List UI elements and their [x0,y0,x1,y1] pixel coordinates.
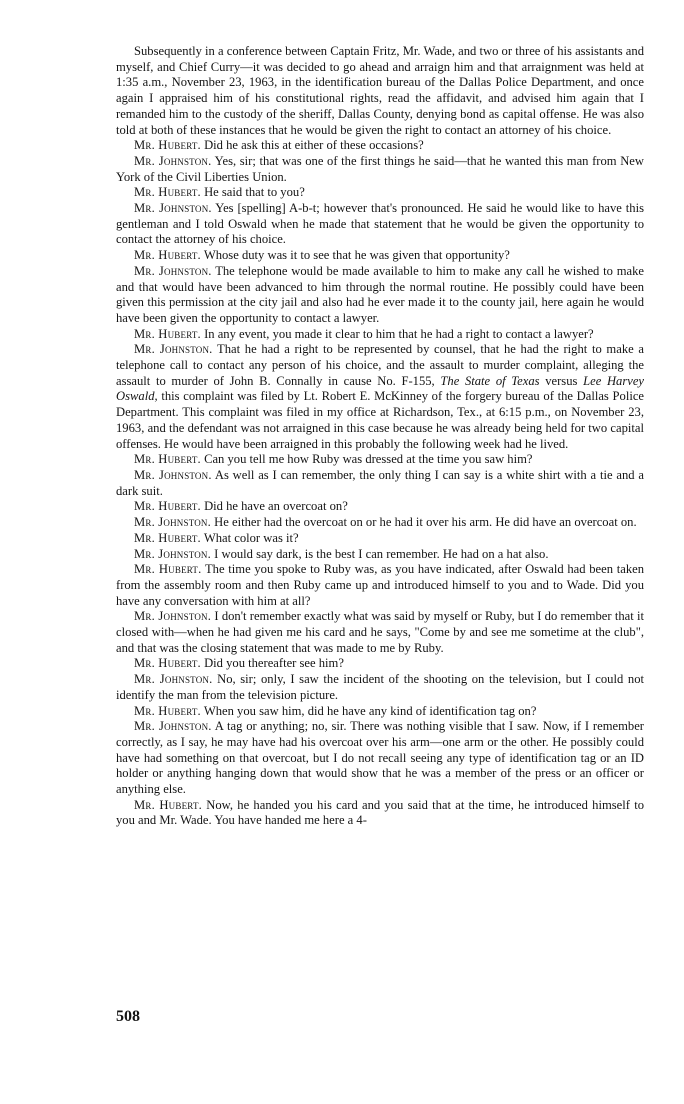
speaker-label: Mr. Johnston. [134,263,212,278]
speaker-label: Mr. Johnston. [134,342,213,357]
speaker-label: Mr. Johnston. [134,201,212,216]
case-name-italic: The State of Texas [440,373,540,388]
speaker-label: Mr. Johnston. [134,153,212,168]
speaker-label: Mr. Hubert. [134,703,201,718]
paragraph-text: Subsequently in a conference between Captain Fritz, Mr. Wade, and two or three of his assistants and myself, and Chief Curry—it was decided to go ahead and arraign him and that arraignment was held at 1:35 a.m., November 23, 1963, in the identification bureau of the Dallas Police Department, and once again I appraised him of his constitutional rights, read the affidavit, and advised him again that I remanded him to the custody of the sheriff, Dallas County, denying bond as capital offense. He was also told at both of these instances that he would be given the right to contact an attorney of his choice. [116,44,644,137]
paragraph-text: Did you thereafter see him? [204,656,344,671]
speaker-label: Mr. Johnston. [134,719,212,734]
speaker-label: Mr. Hubert. [134,185,201,200]
speaker-label: Mr. Hubert. [134,656,201,671]
speaker-label: Mr. Johnston. [134,672,213,687]
speaker-label: Mr. Hubert. [134,797,202,812]
paragraph [116,452,644,468]
paragraph [116,44,644,138]
paragraph [116,798,644,829]
speaker-label: Mr. Hubert. [134,452,201,467]
paragraph-text: Whose duty was it to see that he was given that opportunity? [203,248,510,263]
paragraph [116,185,644,201]
paragraph [116,672,644,703]
paragraph-text: What color was it? [203,530,299,545]
paragraph-text: The telephone would be made available to him to make any call he wished to make and that would have been advanced to him through the normal routine. He possibly could have been given this permission at the city jail and also had he ever made it to the county jail, here again he would have been given the opportunity to contact a lawyer. [116,263,644,325]
speaker-label: Mr. Hubert. [134,562,202,577]
speaker-label: Mr. Johnston. [134,609,212,624]
paragraph-text: That he had a right to be represented by counsel, that he had the right to make a telephone call to contact any person of his choice, and the assault to murder complaint, alleging the assault to murder of John B. Connally in cause No. F-155, [116,342,644,388]
speaker-label: Mr. Hubert. [134,138,201,153]
paragraph [116,515,644,531]
speaker-label: Mr. Hubert. [134,530,201,545]
paragraph-text: Can you tell me how Ruby was dressed at the time you saw him? [204,452,533,467]
paragraph [116,562,644,609]
paragraph [116,327,644,343]
paragraph-text: The time you spoke to Ruby was, as you have indicated, after Oswald had been taken from the assembly room and then Ruby came up and introduced himself to you and to Wade. Did you have any conversation with him at all? [116,562,645,608]
paragraph [116,547,644,563]
speaker-label: Mr. Johnston. [134,515,211,530]
speaker-label: Mr. Hubert. [134,248,201,263]
speaker-label: Mr. Johnston. [134,546,211,561]
paragraph-text: I don't remember exactly what was said by myself or Ruby, but I do remember that it closed with—when he had given me his card and he says, "Come by and see me sometime at the club", and that was the closing statement that was made to me by Ruby. [116,609,644,655]
paragraph [116,138,644,154]
paragraph [116,342,644,452]
paragraph [116,704,644,720]
paragraph-text: Did he ask this at either of these occasions? [204,138,424,153]
paragraph-text: A tag or anything; no, sir. There was nothing visible that I saw. Now, if I remember correctly, as I say, he may have had his overcoat over his arm—one arm or the other. He possibly could have had something on that overcoat, but I do not recall seeing any type of identification tag or an ID holder or anything hanging down that would show that he was a member of the press or an officer or anything else. [116,719,644,797]
paragraph-text: Yes, sir; that was one of the first things he said—that he wanted this man from New York of the Civil Liberties Union. [116,153,644,184]
paragraph-text: No, sir; only, I saw the incident of the shooting on the television, but I could not identify the man from the television picture. [116,672,644,702]
paragraph-text: As well as I can remember, the only thing I can say is a white shirt with a tie and a dark suit. [116,467,644,498]
paragraph-text: Yes [spelling] A-b-t; however that's pronounced. He said he would like to have this gentleman and I told Oswald when he made that statement that he would be given the opportunity to contact the attorney of his choice. [116,201,644,247]
page-number: 508 [116,1008,140,1025]
paragraph [116,264,644,327]
paragraph [116,656,644,672]
paragraph-text: Did he have an overcoat on? [204,499,348,514]
paragraph [116,531,644,547]
paragraph-text: He said that to you? [204,185,305,200]
paragraph-text: versus [545,373,578,388]
paragraph-text: Now, he handed you his card and you said that at the time, he introduced himself to you and Mr. Wade. You have handed me here a 4- [116,797,644,828]
paragraph [116,248,644,264]
paragraph-text: In any event, you made it clear to him that he had a right to contact a lawyer? [204,326,594,341]
case-name-italic: Lee Harvey Oswald, [116,373,645,404]
paragraph [116,201,644,248]
paragraph [116,468,644,499]
paragraph [116,719,644,798]
speaker-label: Mr. Johnston. [134,467,212,482]
paragraph-text: I would say dark, is the best I can remember. He had on a hat also. [214,546,549,561]
paragraph-text: this complaint was filed by Lt. Robert E. McKinney of the forgery bureau of the Dallas Police Department. This complaint was filed in my office at Richardson, Tex., at 6:15 p.m., on November 23, 1963, and the defendant was not arraigned in this case because he was already being held for two capital offenses. He would have been arraigned in this probably the following week had he lived. [116,389,645,451]
speaker-label: Mr. Hubert. [134,499,201,514]
paragraph-text: He either had the overcoat on or he had it over his arm. He did have an overcoat on. [214,515,637,530]
paragraph [116,499,644,515]
paragraph [116,609,644,656]
paragraph [116,154,644,185]
speaker-label: Mr. Hubert. [134,326,201,341]
transcript-body [116,44,644,829]
paragraph-text: When you saw him, did he have any kind of identification tag on? [203,703,537,718]
